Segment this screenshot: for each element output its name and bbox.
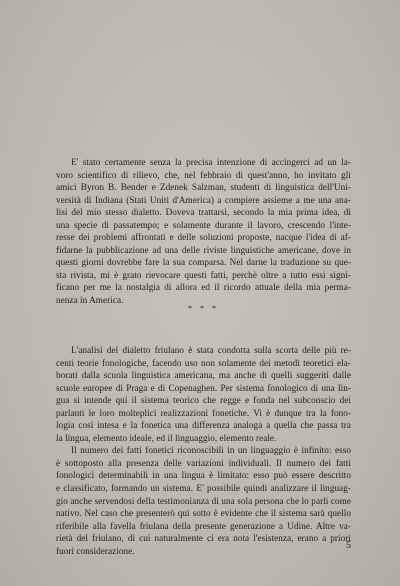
text-line: amici Byron B. Bender e Zdenek Salzman, studenti di linguistica dell'Uni- (56, 182, 351, 193)
text-line: borati dalla scuola linguistica americana, ma anche di quelli suggeriti dalle (56, 370, 351, 381)
text-line: fuori considerazione. (56, 545, 135, 556)
text-line: la lingua, elemento ideale, ed il linguaggio, elemento reale. (56, 432, 277, 443)
text-line: sta rivista, mi è grato rievocare questi fatti, perchè oltre a tutto essi signi- (56, 269, 351, 280)
text-line: rietà del friulano, di cui naturalmente ci era nota l'esistenza, erano a priori (56, 533, 351, 544)
text-line: scuole europee di Praga e di Copenaghen. Per sistema fonologico di una lin- (56, 382, 351, 393)
text-line: fidarne la pubblicazione ad una delle riviste linguistiche americane, dove in (56, 244, 351, 255)
text-line: nativo. Nel caso che presenterò qui sotto è evidente che il sistema sarà quello (56, 508, 351, 519)
text-line: voro scientifico di rilievo, che, nel febbraio di quest'anno, ho invitato gli (56, 169, 351, 180)
text-line: logia così intesa e la fonetica una differenza analoga a quella che passa tra (56, 420, 351, 431)
intro-paragraph (56, 156, 351, 307)
analysis-paragraph-1 (56, 344, 351, 444)
text-line: è sottoposto alla presenza delle variazioni individuali. Il numero dei fatti (56, 457, 351, 468)
text-line: e classificato, formando un sistema. E' possibile quindi analizzare il linguag- (56, 483, 351, 494)
text-line: gio anche servendosi della testimonianza di una sola persona che lo parli come (56, 495, 351, 506)
text-line: questi giorni dovrebbe fare la sua comparsa. Nel darne la traduzione su que- (56, 257, 351, 268)
page-number: 5 (346, 540, 351, 551)
text-line: nenza in America. (56, 295, 124, 306)
text-line: fonologici determinabili in una lingua è limitato: esso può essere descritto (56, 470, 351, 481)
text-line: una specie di passatempo; e solamente durante il lavoro, crescendo l'inte- (56, 219, 351, 230)
text-line: ficano per me la nostalgia di allora ed il ricordo attuale della mia perma- (56, 282, 351, 293)
text-line: lisi del mio stesso dialetto. Doveva trattarsi, secondo la mia prima idea, di (56, 207, 351, 218)
text-line: versità di Indiana (Stati Uniti d'America) a compiere assieme a me una ana- (56, 194, 351, 205)
section-divider: * * * (188, 304, 219, 313)
text-line: gua si intende qui il sistema teorico che regge e fonda nel subconscio dei (56, 395, 351, 406)
text-line: parlanti le loro molteplici realizzazioni fonetiche. Vi è dunque tra la fono- (56, 407, 351, 418)
text-line: Il numero dei fatti fonetici riconoscibili in un linguaggio è infinito: esso (71, 445, 351, 456)
text-line: L'analisi del dialetto friulano è stata condotta sulla scorta delle più re- (71, 345, 351, 355)
text-line: resse dei problemi affrontati e delle soluzioni proposte, nacque l'idea di af- (56, 232, 351, 243)
analysis-paragraph-2 (56, 444, 351, 557)
text-line: centi teorie fonologiche, facendo uso non solamente dei metodi teoretici ela- (56, 357, 351, 368)
text-line: E' stato certamente senza la precisa intenzione di accingerci ad un la- (71, 157, 351, 167)
text-line: riferibile alla favella friulana della presente generazione a Udine. Altre va- (56, 520, 351, 531)
analysis-section (56, 344, 351, 557)
